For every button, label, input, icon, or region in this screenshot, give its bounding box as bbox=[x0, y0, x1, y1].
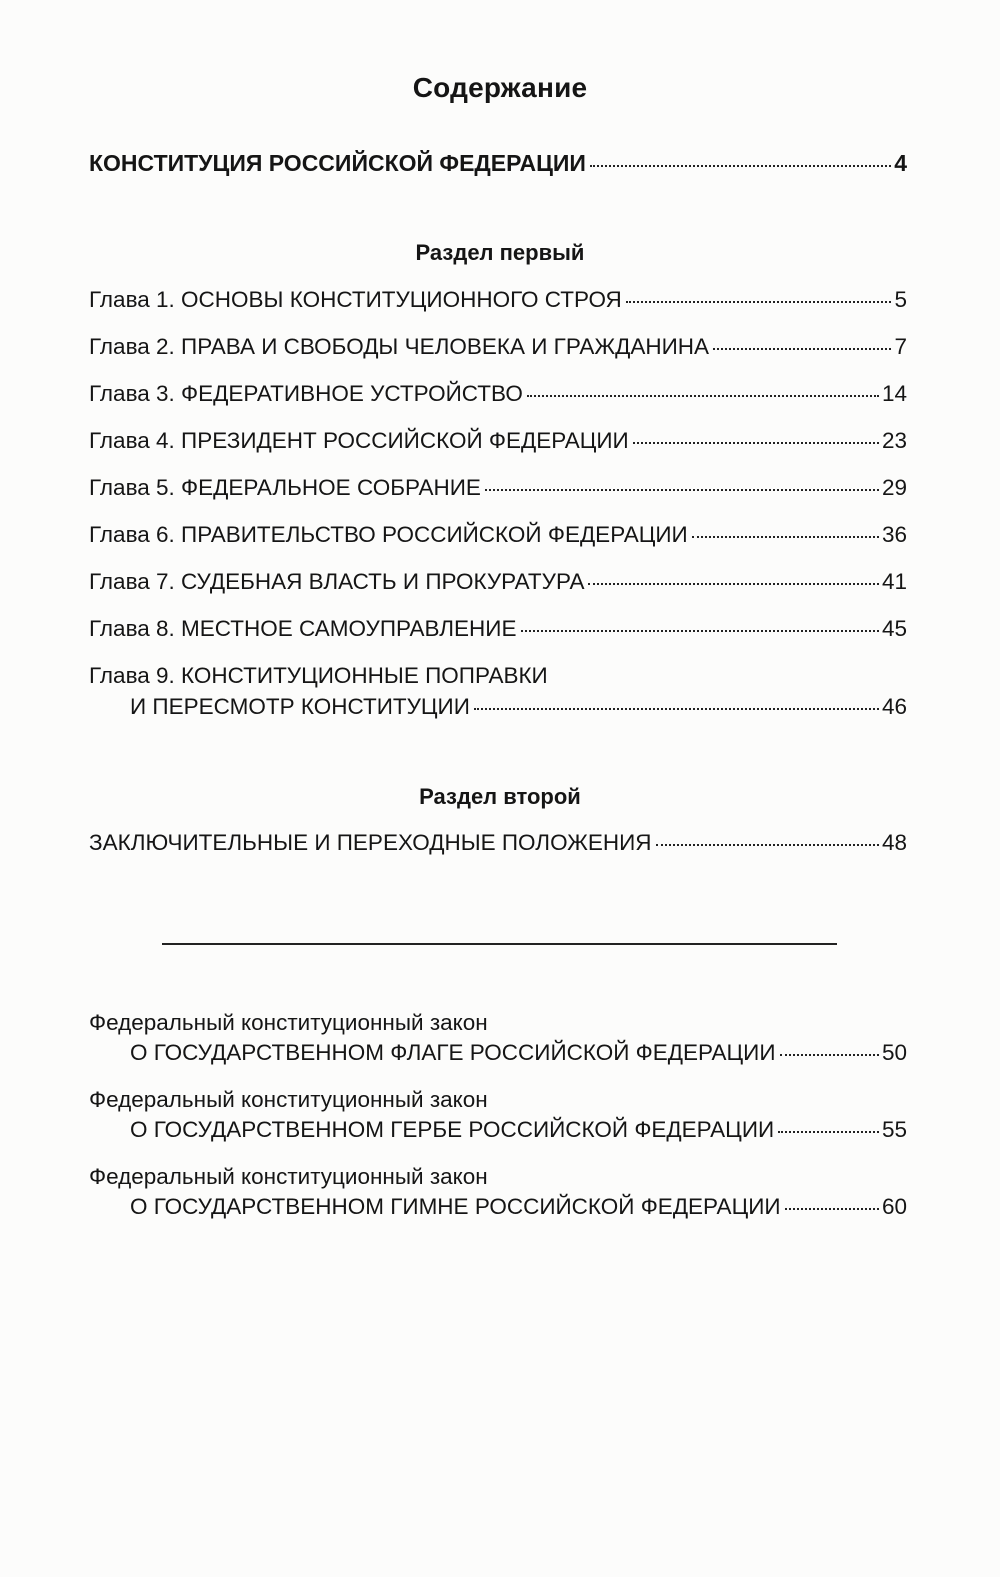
toc-entry-constitution[interactable] bbox=[89, 150, 907, 177]
toc-entry-label: Глава 4. ПРЕЗИДЕНТ РОССИЙСКОЙ ФЕДЕРАЦИИ bbox=[89, 428, 629, 453]
dot-leader bbox=[785, 1208, 879, 1210]
dot-leader bbox=[588, 583, 879, 585]
dot-leader bbox=[692, 536, 879, 538]
toc-page-number: 48 bbox=[881, 830, 907, 855]
toc-entry-label: Глава 7. СУДЕБНАЯ ВЛАСТЬ И ПРОКУРАТУРА bbox=[89, 569, 585, 594]
toc-entry-label: Глава 5. ФЕДЕРАЛЬНОЕ СОБРАНИЕ bbox=[89, 475, 481, 500]
dot-leader bbox=[590, 165, 891, 167]
toc-entry-label: О ГОСУДАРСТВЕННОМ ФЛАГЕ РОССИЙСКОЙ ФЕДЕРАЦИИ bbox=[130, 1040, 776, 1065]
toc-entry-label: Глава 8. МЕСТНОЕ САМОУПРАВЛЕНИЕ bbox=[89, 616, 517, 641]
toc-entry-law-anthem[interactable] bbox=[130, 1194, 907, 1220]
toc-entry-law-flag-line1[interactable]: Федеральный конституционный закон bbox=[89, 1010, 488, 1035]
toc-page-number: 45 bbox=[881, 616, 907, 641]
toc-entry-chapter-9[interactable] bbox=[130, 694, 907, 720]
toc-entry-law-coat-of-arms-line1[interactable]: Федеральный конституционный закон bbox=[89, 1087, 488, 1112]
toc-entry-label: И ПЕРЕСМОТР КОНСТИТУЦИИ bbox=[130, 694, 470, 719]
toc-entry-chapter-4[interactable] bbox=[89, 428, 907, 454]
toc-entry-final-provisions[interactable] bbox=[89, 830, 907, 856]
dot-leader bbox=[521, 630, 879, 632]
toc-page-number: 23 bbox=[881, 428, 907, 453]
toc-page-number: 50 bbox=[881, 1040, 907, 1065]
toc-entry-label: Глава 2. ПРАВА И СВОБОДЫ ЧЕЛОВЕКА И ГРАЖДАНИНА bbox=[89, 334, 710, 359]
toc-entry-chapter-3[interactable] bbox=[89, 381, 907, 407]
toc-entry-label: ЗАКЛЮЧИТЕЛЬНЫЕ И ПЕРЕХОДНЫЕ ПОЛОЖЕНИЯ bbox=[89, 830, 652, 855]
toc-entry-chapter-1[interactable] bbox=[89, 287, 907, 313]
toc-entry-label: О ГОСУДАРСТВЕННОМ ГЕРБЕ РОССИЙСКОЙ ФЕДЕРАЦИИ bbox=[130, 1117, 775, 1142]
toc-entry-chapter-2[interactable] bbox=[89, 334, 907, 360]
toc-entry-label: Глава 3. ФЕДЕРАТИВНОЕ УСТРОЙСТВО bbox=[89, 381, 523, 406]
toc-entry-label: КОНСТИТУЦИЯ РОССИЙСКОЙ ФЕДЕРАЦИИ bbox=[89, 150, 586, 176]
toc-entry-chapter-6[interactable] bbox=[89, 522, 907, 548]
toc-entry-label: Глава 6. ПРАВИТЕЛЬСТВО РОССИЙСКОЙ ФЕДЕРАЦИИ bbox=[89, 522, 688, 547]
toc-entry-chapter-7[interactable] bbox=[89, 569, 907, 595]
page-title: Содержание bbox=[412, 72, 588, 103]
section-divider bbox=[162, 943, 837, 945]
toc-page-number: 60 bbox=[881, 1194, 907, 1219]
dot-leader bbox=[780, 1054, 879, 1056]
toc-entry-chapter-8[interactable] bbox=[89, 616, 907, 642]
toc-page-number: 29 bbox=[881, 475, 907, 500]
dot-leader bbox=[485, 489, 879, 491]
toc-page-number: 7 bbox=[894, 334, 907, 359]
toc-entry-label: Глава 1. ОСНОВЫ КОНСТИТУЦИОННОГО СТРОЯ bbox=[89, 287, 622, 312]
dot-leader bbox=[626, 301, 892, 303]
dot-leader bbox=[527, 395, 879, 397]
toc-entry-law-coat-of-arms[interactable] bbox=[130, 1117, 907, 1143]
toc-entry-label: О ГОСУДАРСТВЕННОМ ГИМНЕ РОССИЙСКОЙ ФЕДЕРАЦИИ bbox=[130, 1194, 781, 1219]
toc-entry-law-anthem-line1[interactable]: Федеральный конституционный закон bbox=[89, 1164, 488, 1189]
dot-leader bbox=[474, 708, 879, 710]
section-heading-first: Раздел первый bbox=[415, 240, 585, 265]
toc-entry-chapter-5[interactable] bbox=[89, 475, 907, 501]
dot-leader bbox=[633, 442, 879, 444]
toc-page-number: 14 bbox=[881, 381, 907, 406]
toc-entry-law-flag[interactable] bbox=[130, 1040, 907, 1066]
toc-page-number: 4 bbox=[894, 150, 907, 176]
section-heading-second: Раздел второй bbox=[419, 784, 581, 809]
dot-leader bbox=[778, 1131, 879, 1133]
toc-page-number: 41 bbox=[881, 569, 907, 594]
toc-page-number: 55 bbox=[881, 1117, 907, 1142]
dot-leader bbox=[656, 844, 879, 846]
toc-page-number: 5 bbox=[894, 287, 907, 312]
dot-leader bbox=[713, 348, 891, 350]
toc-page-number: 36 bbox=[881, 522, 907, 547]
toc-page-number: 46 bbox=[881, 694, 907, 719]
toc-entry-chapter-9-line1[interactable]: Глава 9. КОНСТИТУЦИОННЫЕ ПОПРАВКИ bbox=[89, 663, 548, 688]
